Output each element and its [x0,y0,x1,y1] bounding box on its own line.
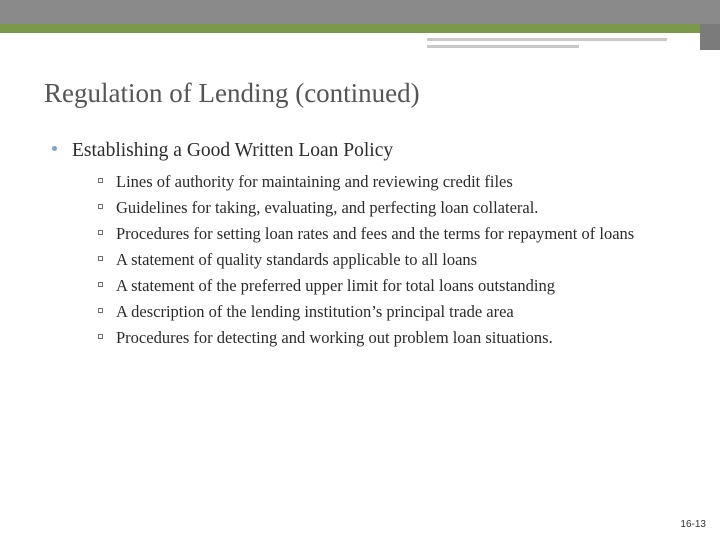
main-bullet-text: Establishing a Good Written Loan Policy [72,140,394,161]
sub-bullet-item [97,247,707,273]
sub-bullet-text: Guidelines for taking, evaluating, and perfecting loan collateral. [116,198,539,217]
main-bullet [52,140,393,162]
sub-bullet-item [97,169,707,195]
square-bullet-icon [97,247,107,273]
page-number: 16-13 [680,519,706,530]
sub-bullet-text: A description of the lending institution’s principal trade area [116,302,514,321]
top-gray-bar [0,0,720,24]
square-bullet-icon [97,221,107,247]
sub-bullet-item [97,195,707,221]
top-green-bar [0,24,700,33]
sub-bullet-item [97,299,707,325]
sub-bullet-text: Lines of authority for maintaining and reviewing credit files [116,172,513,191]
decorative-line-1 [427,38,667,41]
square-bullet-icon [97,195,107,221]
sub-bullet-item [97,325,707,351]
decorative-line-2 [427,45,579,48]
sub-bullet-text: Procedures for setting loan rates and fees and the terms for repayment of loans [116,224,635,243]
sub-bullet-text: A statement of quality standards applicable to all loans [116,250,478,269]
square-bullet-icon [97,325,107,351]
square-bullet-icon [97,299,107,325]
sub-bullet-text: Procedures for detecting and working out problem loan situations. [116,328,553,347]
square-bullet-icon [97,169,107,195]
sub-bullet-list [97,169,707,351]
sub-bullet-item [97,273,707,299]
sub-bullet-item [97,221,707,247]
bullet-dot-icon [52,146,57,151]
slide-title: Regulation of Lending (continued) [44,78,420,108]
square-bullet-icon [97,273,107,299]
top-right-accent [700,24,720,50]
sub-bullet-text: A statement of the preferred upper limit for total loans outstanding [116,276,555,295]
